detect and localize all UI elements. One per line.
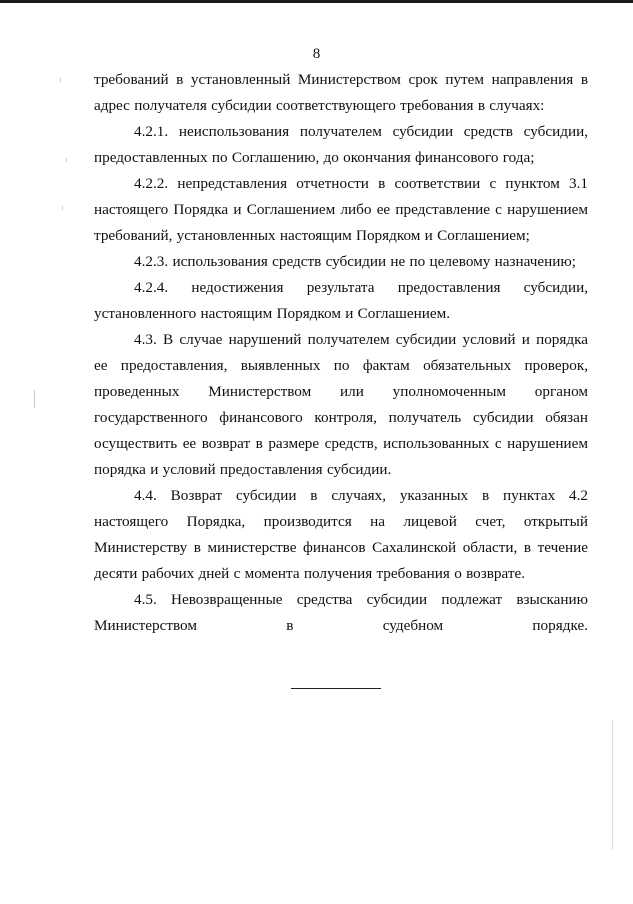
- paragraph-4-2-3: 4.2.3. использования средств субсидии не по целевому назначению;: [134, 253, 576, 270]
- paragraph-4-3: 4.3. В случае нарушений получателем субсидии условий и порядка ее предоставления, выявленных по фактам обязательных проверок, проведенных Министерством или уполномоченным органом государственного финансового контроля, получатель субсидии обязан осуществить ее возврат в размере средств, использованных с нарушением порядка и условий предоставления субсидии.: [94, 331, 588, 478]
- paragraph-4-2-4: 4.2.4. недостижения результата предоставления субсидии, установленного настоящим Порядком и Соглашением.: [94, 279, 588, 322]
- top-border: [0, 0, 633, 3]
- scan-artifact: [34, 390, 35, 408]
- paragraph-4-4: 4.4. Возврат субсидии в случаях, указанных в пунктах 4.2 настоящего Порядка, производится на лицевой счет, открытый Министерству в министерстве финансов Сахалинской области, в течение десяти рабочих дней с момента получения требования о возврате.: [94, 487, 588, 582]
- scan-artifact: [62, 206, 63, 210]
- scan-artifact: [60, 78, 61, 82]
- paragraph-4-2-2: 4.2.2. непредставления отчетности в соответствии с пунктом 3.1 настоящего Порядка и Соглашением либо ее представление с нарушением требований, установленных настоящим Порядком и Соглашением;: [94, 175, 588, 244]
- scan-artifact: [66, 158, 67, 162]
- paragraph-4-5: 4.5. Невозвращенные средства субсидии подлежат взысканию Министерством в судебном порядке.: [94, 591, 588, 634]
- scan-artifact: [612, 720, 613, 850]
- body-text: [94, 67, 588, 639]
- paragraph-4-2-1: 4.2.1. неиспользования получателем субсидии средств субсидии, предоставленных по Соглашению, до окончания финансового года;: [94, 123, 588, 166]
- paragraph-continuation: требований в установленный Министерством срок путем направления в адрес получателя субсидии соответствующего требования в случаях:: [94, 71, 588, 114]
- end-of-document-rule: [291, 688, 381, 689]
- page-number: 8: [312, 46, 321, 62]
